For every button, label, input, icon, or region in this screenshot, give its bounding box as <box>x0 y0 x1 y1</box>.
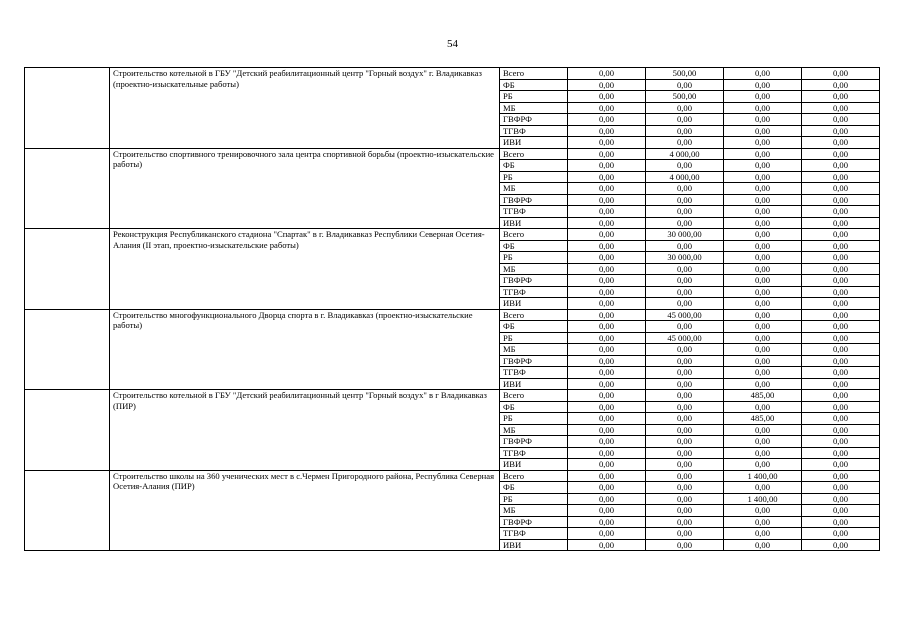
amount-cell: 0,00 <box>568 286 646 298</box>
funding-source-cell: РБ <box>500 91 568 103</box>
funding-source-cell: Всего <box>500 390 568 402</box>
amount-cell: 0,00 <box>802 79 880 91</box>
amount-cell: 0,00 <box>568 493 646 505</box>
amount-cell: 0,00 <box>724 68 802 80</box>
amount-cell: 0,00 <box>568 137 646 149</box>
funding-source-cell: МБ <box>500 102 568 114</box>
amount-cell: 0,00 <box>646 436 724 448</box>
funding-source-cell: МБ <box>500 183 568 195</box>
amount-cell: 0,00 <box>724 91 802 103</box>
amount-cell: 45 000,00 <box>646 332 724 344</box>
project-name-cell: Строительство котельной в ГБУ "Детский реабилитационный центр "Горный воздух" г. Владикавказ (проектно-изыскательные работы) <box>110 68 500 149</box>
amount-cell: 0,00 <box>568 344 646 356</box>
amount-cell: 0,00 <box>568 298 646 310</box>
amount-cell: 0,00 <box>646 401 724 413</box>
amount-cell: 0,00 <box>802 378 880 390</box>
amount-cell: 0,00 <box>568 539 646 551</box>
funding-source-cell: ФБ <box>500 401 568 413</box>
amount-cell: 0,00 <box>724 447 802 459</box>
amount-cell: 0,00 <box>802 229 880 241</box>
amount-cell: 0,00 <box>646 183 724 195</box>
amount-cell: 0,00 <box>802 344 880 356</box>
amount-cell: 0,00 <box>724 528 802 540</box>
funding-source-cell: ГВФРФ <box>500 516 568 528</box>
amount-cell: 0,00 <box>802 102 880 114</box>
project-name-cell: Строительство многофункционального Дворца спорта в г. Владикавказ (проектно-изыскательские работы) <box>110 309 500 390</box>
amount-cell: 0,00 <box>802 401 880 413</box>
amount-cell: 0,00 <box>646 125 724 137</box>
table-row <box>25 470 880 482</box>
amount-cell: 0,00 <box>802 482 880 494</box>
amount-cell: 0,00 <box>724 482 802 494</box>
budget-table-body <box>25 68 880 551</box>
project-name-cell: Строительство котельной в ГБУ "Детский реабилитационный центр "Горный воздух" в г Владикавказ (ПИР) <box>110 390 500 471</box>
amount-cell: 0,00 <box>646 344 724 356</box>
funding-source-cell: ФБ <box>500 321 568 333</box>
amount-cell: 0,00 <box>802 528 880 540</box>
amount-cell: 0,00 <box>724 459 802 471</box>
amount-cell: 0,00 <box>568 91 646 103</box>
amount-cell: 0,00 <box>724 367 802 379</box>
amount-cell: 0,00 <box>646 298 724 310</box>
funding-source-cell: ИВИ <box>500 378 568 390</box>
funding-source-cell: ФБ <box>500 240 568 252</box>
amount-cell: 0,00 <box>568 447 646 459</box>
amount-cell: 0,00 <box>568 79 646 91</box>
amount-cell: 0,00 <box>568 332 646 344</box>
amount-cell: 4 000,00 <box>646 171 724 183</box>
amount-cell: 0,00 <box>802 505 880 517</box>
table-row <box>25 229 880 241</box>
amount-cell: 0,00 <box>568 183 646 195</box>
funding-source-cell: ГВФРФ <box>500 436 568 448</box>
amount-cell: 0,00 <box>724 355 802 367</box>
funding-source-cell: ГВФРФ <box>500 114 568 126</box>
amount-cell: 0,00 <box>568 367 646 379</box>
amount-cell: 0,00 <box>724 516 802 528</box>
amount-cell: 0,00 <box>802 493 880 505</box>
funding-source-cell: ТГВФ <box>500 206 568 218</box>
project-name-cell: Строительство спортивного тренировочного зала центра спортивной борьбы (проектно-изыскательские работы) <box>110 148 500 229</box>
amount-cell: 0,00 <box>568 252 646 264</box>
amount-cell: 0,00 <box>568 424 646 436</box>
amount-cell: 0,00 <box>568 390 646 402</box>
funding-source-cell: РБ <box>500 332 568 344</box>
amount-cell: 0,00 <box>724 332 802 344</box>
amount-cell: 0,00 <box>568 413 646 425</box>
funding-source-cell: РБ <box>500 252 568 264</box>
funding-source-cell: МБ <box>500 505 568 517</box>
amount-cell: 500,00 <box>646 68 724 80</box>
amount-cell: 0,00 <box>646 263 724 275</box>
amount-cell: 0,00 <box>646 321 724 333</box>
amount-cell: 0,00 <box>646 539 724 551</box>
amount-cell: 0,00 <box>802 137 880 149</box>
amount-cell: 0,00 <box>802 171 880 183</box>
amount-cell: 0,00 <box>646 378 724 390</box>
amount-cell: 0,00 <box>568 482 646 494</box>
amount-cell: 0,00 <box>568 125 646 137</box>
amount-cell: 0,00 <box>802 217 880 229</box>
amount-cell: 4 000,00 <box>646 148 724 160</box>
funding-source-cell: ИВИ <box>500 459 568 471</box>
amount-cell: 0,00 <box>646 79 724 91</box>
amount-cell: 0,00 <box>802 516 880 528</box>
amount-cell: 0,00 <box>724 298 802 310</box>
amount-cell: 0,00 <box>568 459 646 471</box>
amount-cell: 0,00 <box>568 229 646 241</box>
amount-cell: 0,00 <box>568 275 646 287</box>
funding-source-cell: ИВИ <box>500 298 568 310</box>
funding-source-cell: Всего <box>500 148 568 160</box>
amount-cell: 0,00 <box>724 344 802 356</box>
amount-cell: 0,00 <box>568 528 646 540</box>
amount-cell: 485,00 <box>724 413 802 425</box>
funding-source-cell: ТГВФ <box>500 125 568 137</box>
amount-cell: 0,00 <box>802 539 880 551</box>
amount-cell: 0,00 <box>646 447 724 459</box>
project-index-cell <box>25 309 110 390</box>
amount-cell: 0,00 <box>724 183 802 195</box>
amount-cell: 0,00 <box>568 505 646 517</box>
amount-cell: 0,00 <box>646 470 724 482</box>
amount-cell: 0,00 <box>724 252 802 264</box>
amount-cell: 0,00 <box>724 436 802 448</box>
amount-cell: 0,00 <box>802 459 880 471</box>
funding-source-cell: Всего <box>500 309 568 321</box>
project-index-cell <box>25 390 110 471</box>
amount-cell: 0,00 <box>646 413 724 425</box>
amount-cell: 0,00 <box>646 240 724 252</box>
amount-cell: 0,00 <box>646 102 724 114</box>
project-index-cell <box>25 148 110 229</box>
amount-cell: 0,00 <box>724 401 802 413</box>
amount-cell: 0,00 <box>802 470 880 482</box>
amount-cell: 0,00 <box>724 263 802 275</box>
amount-cell: 0,00 <box>802 413 880 425</box>
amount-cell: 0,00 <box>568 240 646 252</box>
amount-cell: 0,00 <box>802 390 880 402</box>
amount-cell: 0,00 <box>802 252 880 264</box>
amount-cell: 0,00 <box>568 102 646 114</box>
amount-cell: 485,00 <box>724 390 802 402</box>
funding-source-cell: ГВФРФ <box>500 275 568 287</box>
table-row <box>25 390 880 402</box>
funding-source-cell: РБ <box>500 171 568 183</box>
amount-cell: 0,00 <box>802 275 880 287</box>
funding-source-cell: ФБ <box>500 79 568 91</box>
amount-cell: 0,00 <box>568 401 646 413</box>
amount-cell: 0,00 <box>568 309 646 321</box>
amount-cell: 0,00 <box>646 516 724 528</box>
funding-source-cell: ТГВФ <box>500 367 568 379</box>
funding-source-cell: ИВИ <box>500 217 568 229</box>
project-index-cell <box>25 229 110 310</box>
amount-cell: 0,00 <box>724 114 802 126</box>
amount-cell: 0,00 <box>802 298 880 310</box>
amount-cell: 0,00 <box>724 206 802 218</box>
amount-cell: 0,00 <box>802 91 880 103</box>
funding-source-cell: ГВФРФ <box>500 194 568 206</box>
amount-cell: 0,00 <box>568 171 646 183</box>
amount-cell: 30 000,00 <box>646 229 724 241</box>
amount-cell: 0,00 <box>568 206 646 218</box>
amount-cell: 45 000,00 <box>646 309 724 321</box>
funding-source-cell: Всего <box>500 229 568 241</box>
amount-cell: 0,00 <box>568 194 646 206</box>
amount-cell: 0,00 <box>646 528 724 540</box>
funding-source-cell: ТГВФ <box>500 447 568 459</box>
amount-cell: 0,00 <box>724 240 802 252</box>
amount-cell: 0,00 <box>646 424 724 436</box>
funding-source-cell: ФБ <box>500 482 568 494</box>
amount-cell: 0,00 <box>646 286 724 298</box>
amount-cell: 0,00 <box>802 355 880 367</box>
amount-cell: 0,00 <box>802 183 880 195</box>
amount-cell: 0,00 <box>568 321 646 333</box>
amount-cell: 0,00 <box>568 68 646 80</box>
amount-cell: 0,00 <box>724 539 802 551</box>
amount-cell: 0,00 <box>568 516 646 528</box>
amount-cell: 1 400,00 <box>724 470 802 482</box>
amount-cell: 0,00 <box>646 493 724 505</box>
amount-cell: 0,00 <box>724 137 802 149</box>
amount-cell: 0,00 <box>724 309 802 321</box>
amount-cell: 0,00 <box>802 286 880 298</box>
amount-cell: 0,00 <box>802 332 880 344</box>
amount-cell: 0,00 <box>568 160 646 172</box>
amount-cell: 0,00 <box>724 194 802 206</box>
funding-source-cell: МБ <box>500 344 568 356</box>
amount-cell: 0,00 <box>724 79 802 91</box>
table-row <box>25 68 880 80</box>
amount-cell: 0,00 <box>646 217 724 229</box>
amount-cell: 0,00 <box>724 505 802 517</box>
amount-cell: 30 000,00 <box>646 252 724 264</box>
project-index-cell <box>25 470 110 551</box>
amount-cell: 0,00 <box>802 447 880 459</box>
funding-source-cell: РБ <box>500 493 568 505</box>
amount-cell: 0,00 <box>724 286 802 298</box>
amount-cell: 0,00 <box>646 194 724 206</box>
amount-cell: 0,00 <box>724 229 802 241</box>
amount-cell: 500,00 <box>646 91 724 103</box>
project-name-cell: Реконструкция Республиканского стадиона "Спартак" в г. Владикавказ Республики Северная Осетия-Алания (II этап, проектно-изыскательские работы) <box>110 229 500 310</box>
amount-cell: 0,00 <box>646 137 724 149</box>
funding-source-cell: ИВИ <box>500 137 568 149</box>
amount-cell: 0,00 <box>802 367 880 379</box>
amount-cell: 0,00 <box>802 240 880 252</box>
amount-cell: 0,00 <box>646 367 724 379</box>
amount-cell: 0,00 <box>802 148 880 160</box>
amount-cell: 0,00 <box>646 275 724 287</box>
amount-cell: 0,00 <box>802 68 880 80</box>
amount-cell: 0,00 <box>802 436 880 448</box>
funding-source-cell: МБ <box>500 263 568 275</box>
project-index-cell <box>25 68 110 149</box>
amount-cell: 0,00 <box>646 390 724 402</box>
amount-cell: 0,00 <box>646 355 724 367</box>
page-number: 54 <box>447 38 458 50</box>
funding-source-cell: Всего <box>500 68 568 80</box>
amount-cell: 0,00 <box>568 470 646 482</box>
amount-cell: 0,00 <box>568 148 646 160</box>
amount-cell: 0,00 <box>724 171 802 183</box>
amount-cell: 0,00 <box>802 194 880 206</box>
amount-cell: 0,00 <box>802 114 880 126</box>
amount-cell: 0,00 <box>802 263 880 275</box>
project-name-cell: Строительство школы на 360 ученических мест в с.Чермен Пригородного района, Республика Северная Осетия-Алания (ПИР) <box>110 470 500 551</box>
table-row <box>25 309 880 321</box>
amount-cell: 0,00 <box>646 505 724 517</box>
amount-cell: 0,00 <box>646 114 724 126</box>
amount-cell: 0,00 <box>568 378 646 390</box>
amount-cell: 0,00 <box>724 217 802 229</box>
funding-source-cell: ТГВФ <box>500 286 568 298</box>
amount-cell: 0,00 <box>724 148 802 160</box>
amount-cell: 0,00 <box>802 321 880 333</box>
amount-cell: 0,00 <box>646 160 724 172</box>
amount-cell: 1 400,00 <box>724 493 802 505</box>
amount-cell: 0,00 <box>724 160 802 172</box>
budget-table <box>24 67 880 551</box>
amount-cell: 0,00 <box>724 378 802 390</box>
amount-cell: 0,00 <box>568 114 646 126</box>
amount-cell: 0,00 <box>568 436 646 448</box>
amount-cell: 0,00 <box>646 459 724 471</box>
amount-cell: 0,00 <box>802 160 880 172</box>
funding-source-cell: ФБ <box>500 160 568 172</box>
amount-cell: 0,00 <box>724 102 802 114</box>
amount-cell: 0,00 <box>802 125 880 137</box>
funding-source-cell: Всего <box>500 470 568 482</box>
funding-source-cell: ТГВФ <box>500 528 568 540</box>
funding-source-cell: РБ <box>500 413 568 425</box>
amount-cell: 0,00 <box>724 275 802 287</box>
funding-source-cell: ГВФРФ <box>500 355 568 367</box>
amount-cell: 0,00 <box>802 206 880 218</box>
amount-cell: 0,00 <box>724 125 802 137</box>
amount-cell: 0,00 <box>646 206 724 218</box>
amount-cell: 0,00 <box>568 217 646 229</box>
amount-cell: 0,00 <box>646 482 724 494</box>
amount-cell: 0,00 <box>802 309 880 321</box>
funding-source-cell: ИВИ <box>500 539 568 551</box>
amount-cell: 0,00 <box>802 424 880 436</box>
amount-cell: 0,00 <box>724 321 802 333</box>
amount-cell: 0,00 <box>568 355 646 367</box>
amount-cell: 0,00 <box>568 263 646 275</box>
table-row <box>25 148 880 160</box>
amount-cell: 0,00 <box>724 424 802 436</box>
funding-source-cell: МБ <box>500 424 568 436</box>
